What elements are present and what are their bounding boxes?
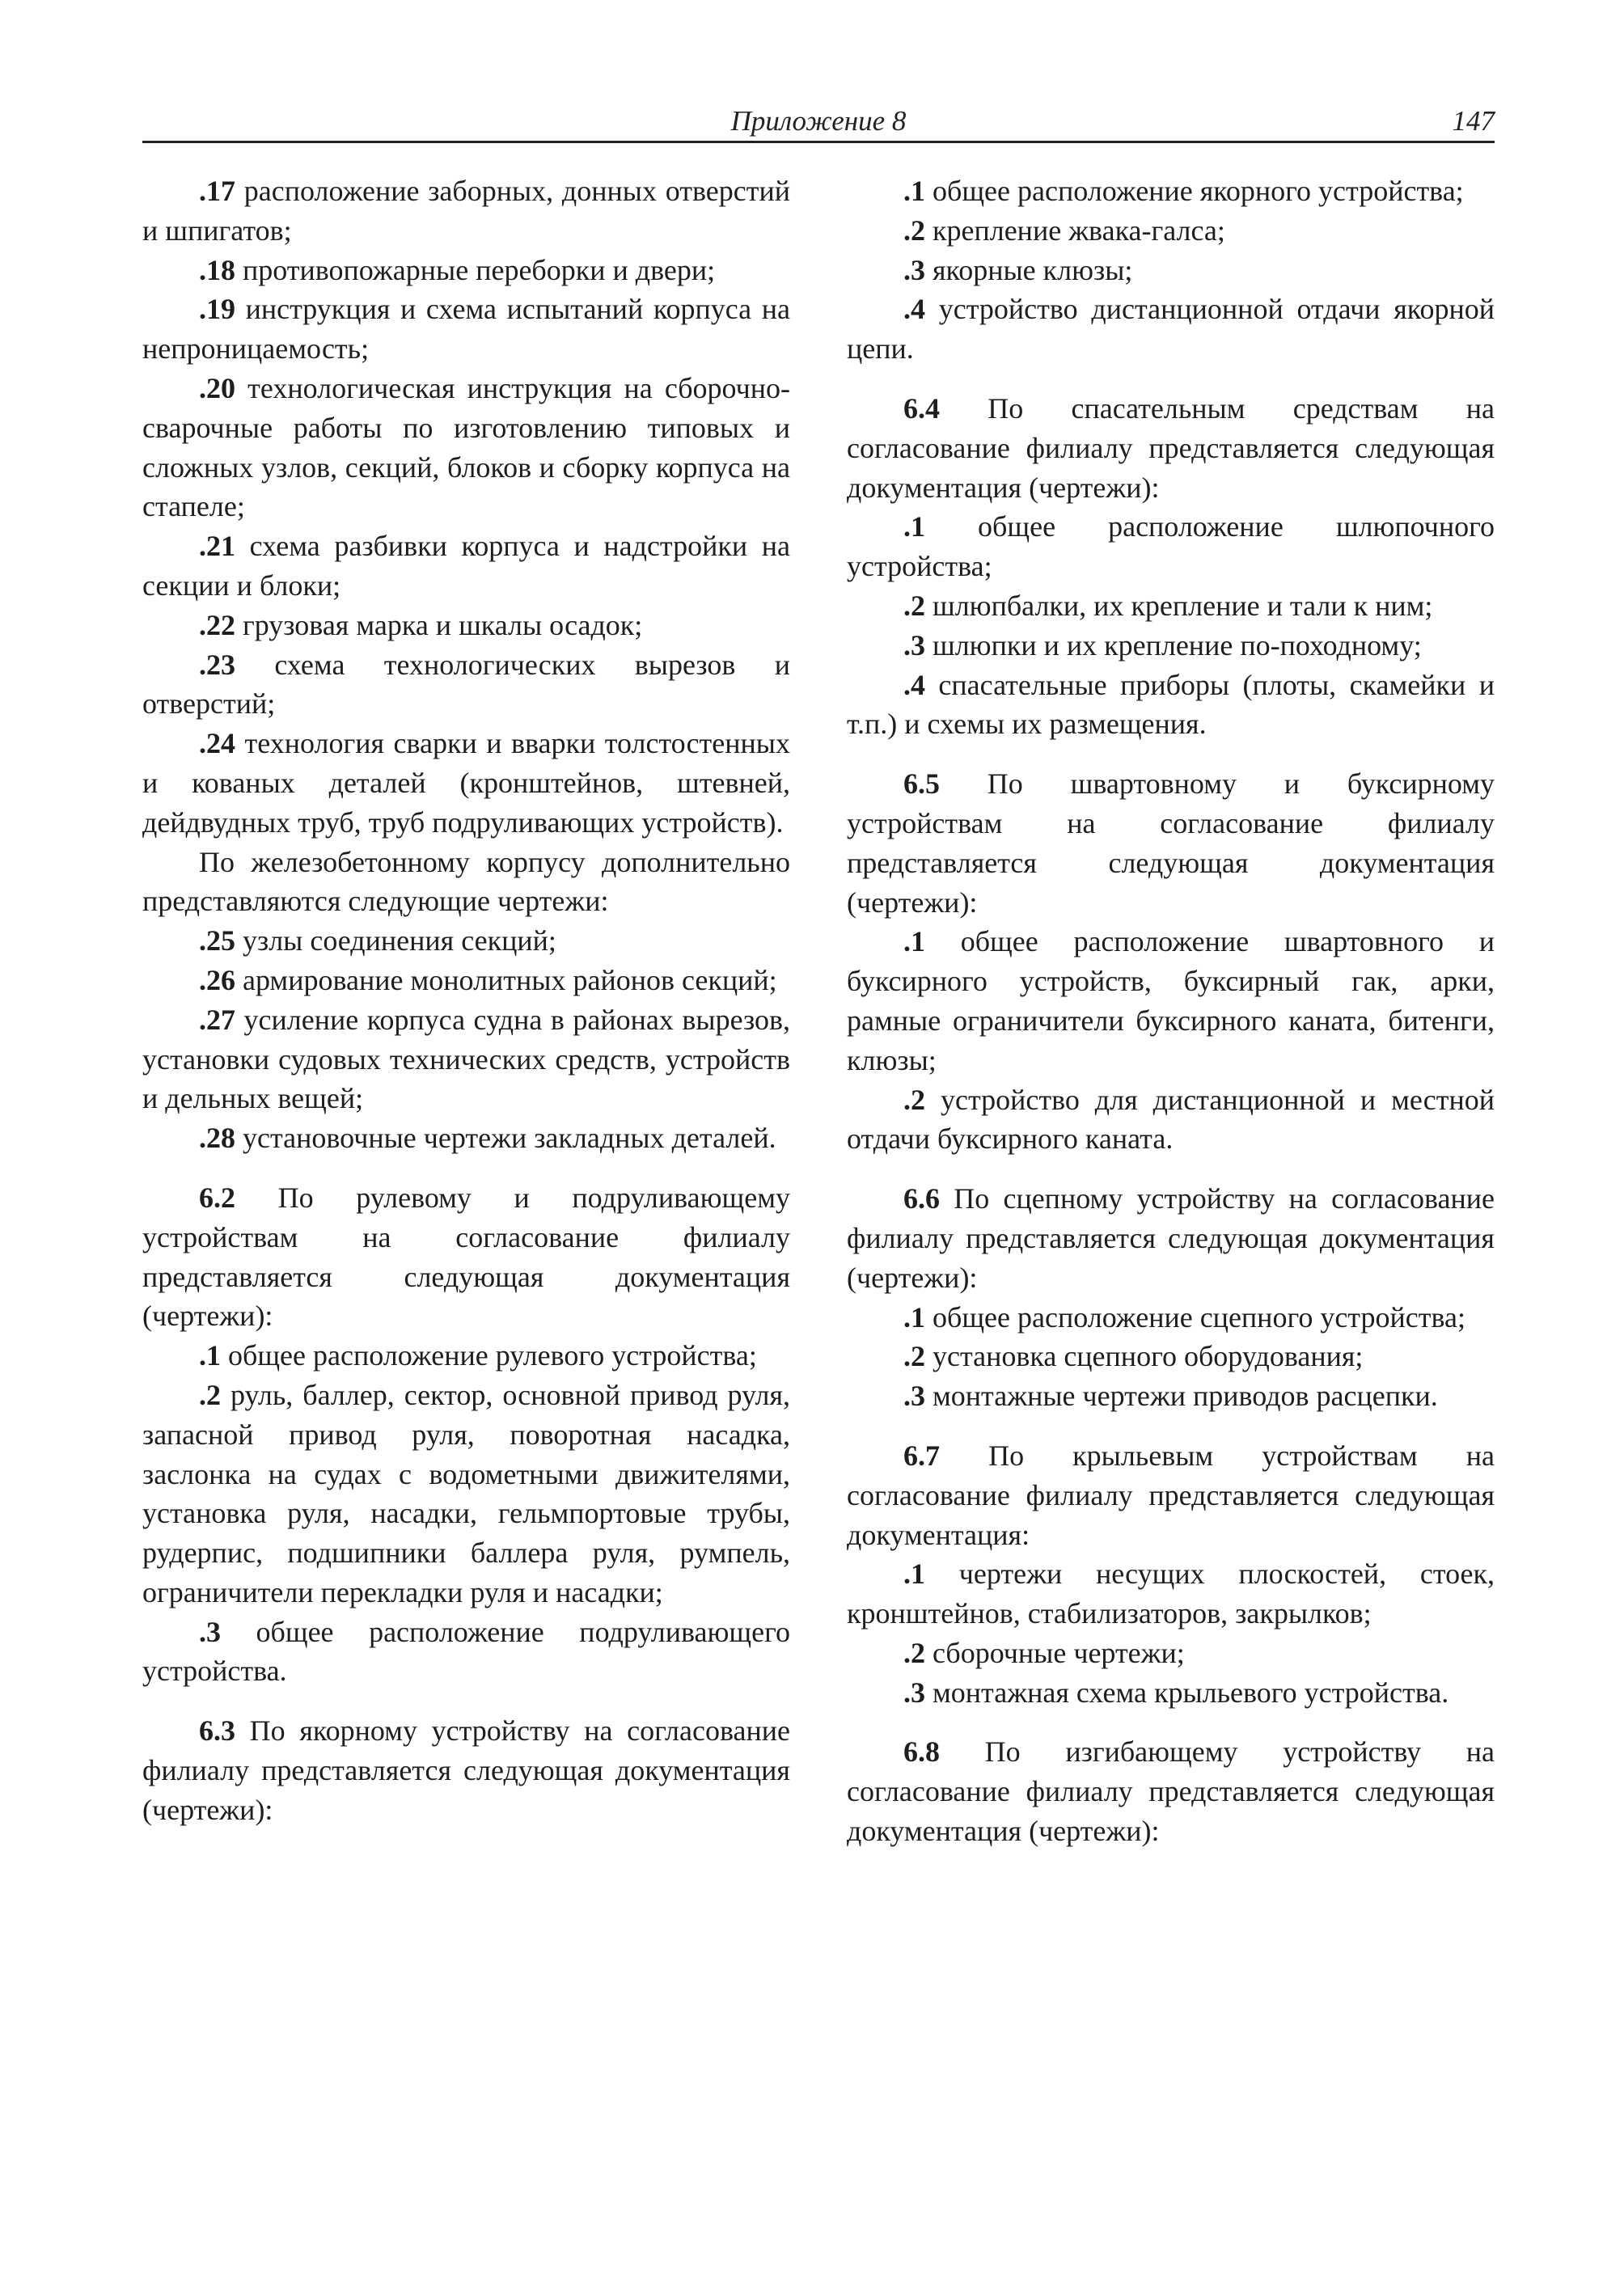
item-number: .1 [903, 925, 925, 958]
item-text: общее расположение рулевого устройства; [221, 1339, 757, 1372]
list-item [142, 171, 790, 251]
item-text: технология сварки и вварки толстостенных и кованых деталей (кронштейнов, штевней, дейдвудных труб, труб подруливающих устройств). [142, 727, 790, 839]
item-number: .20 [199, 371, 235, 404]
item-number: .25 [199, 924, 235, 957]
item-number: 6.2 [199, 1181, 235, 1214]
list-item [142, 1118, 790, 1158]
item-text: якорные клюзы; [925, 253, 1133, 286]
item-number: .23 [199, 648, 235, 681]
list-item [847, 1634, 1495, 1673]
item-number: .3 [199, 1615, 221, 1648]
item-text: сборочные чертежи; [925, 1636, 1185, 1669]
item-text: устройство для дистанционной и местной отдачи буксирного каната. [847, 1083, 1495, 1156]
item-text: По железобетонному корпусу дополнительно представляются следующие чертежи: [142, 845, 790, 918]
list-item [142, 921, 790, 961]
item-number: .21 [199, 530, 235, 563]
item-number: .1 [903, 510, 925, 543]
item-number: .24 [199, 727, 235, 760]
item-text: По якорному устройству на согласование филиалу представляется следующая документация (чертежи): [142, 1714, 790, 1826]
item-text: По спасательным средствам на согласование филиалу представляется следующая документация (чертежи): [847, 391, 1495, 504]
body-paragraph [142, 843, 790, 922]
item-text: По рулевому и подруливающему устройствам на согласование филиалу представляется следующая документация (чертежи): [142, 1181, 790, 1333]
item-text: общее расположение сцепного устройства; [925, 1300, 1465, 1334]
item-number: .1 [903, 175, 925, 207]
item-number: .3 [903, 1676, 925, 1709]
list-item [142, 961, 790, 1000]
item-number: .22 [199, 608, 235, 641]
list-item [847, 586, 1495, 626]
section-paragraph [142, 1711, 790, 1829]
item-text: шлюпки и их крепление по-походному; [925, 628, 1422, 662]
item-text: установка сцепного оборудования; [925, 1340, 1364, 1373]
list-item [142, 724, 790, 842]
item-number: .1 [903, 1558, 925, 1591]
item-number: .1 [199, 1339, 221, 1372]
list-item [142, 251, 790, 290]
item-number: .19 [199, 293, 235, 326]
item-number: .28 [199, 1122, 235, 1155]
item-number: 6.8 [903, 1735, 940, 1769]
item-number: .2 [903, 1636, 925, 1669]
item-text: усиление корпуса судна в районах вырезов, установки судовых технических средств, устройств и дельных вещей; [142, 1003, 790, 1115]
item-text: чертежи несущих плоскостей, стоек, кронштейнов, стабилизаторов, закрылков; [847, 1558, 1495, 1630]
item-number: .2 [903, 1083, 925, 1116]
item-text: инструкция и схема испытаний корпуса на непроницаемость; [142, 293, 790, 366]
item-text: общее расположение швартовного и буксирного устройств, буксирный гак, арки, рамные ограничители буксирного каната, битенги, клюзы; [847, 925, 1495, 1076]
item-number: 6.5 [903, 767, 940, 801]
list-item [847, 1298, 1495, 1338]
item-number: .26 [199, 963, 235, 996]
item-text: По сцепному устройству на согласование филиалу представляется следующая документация (чертежи): [847, 1182, 1495, 1294]
item-text: армирование монолитных районов секций; [235, 963, 777, 996]
item-number: .27 [199, 1003, 235, 1036]
page-number: 147 [1452, 105, 1495, 137]
list-item [847, 507, 1495, 586]
item-number: .2 [903, 589, 925, 622]
list-item [847, 1337, 1495, 1376]
item-number: 6.6 [903, 1182, 940, 1215]
running-header [142, 104, 1495, 143]
item-text: общее расположение якорного устройства; [925, 175, 1464, 207]
list-item [142, 1613, 790, 1692]
list-item [847, 211, 1495, 251]
list-item [142, 606, 790, 645]
item-text: технологическая инструкция на сборочно-сварочные работы по изготовлению типовых и сложных узлов, секций, блоков и сборку корпуса на стапеле; [142, 371, 790, 523]
header-title: Приложение 8 [730, 105, 907, 137]
section-paragraph [847, 764, 1495, 922]
section-paragraph [847, 1436, 1495, 1554]
item-text: По изгибающему устройству на согласование филиалу представляется следующая документация (чертежи): [847, 1735, 1495, 1848]
section-paragraph [847, 389, 1495, 507]
item-number: .3 [903, 1380, 925, 1413]
item-text: монтажные чертежи приводов расцепки. [925, 1380, 1438, 1413]
item-text: общее расположение шлюпочного устройства; [847, 510, 1495, 583]
item-number: .2 [903, 213, 925, 247]
item-text: По крыльевым устройствам на согласование филиалу представляется следующая документация: [847, 1439, 1495, 1551]
list-item [847, 251, 1495, 290]
item-number: .2 [199, 1378, 221, 1411]
item-text: шлюпбалки, их крепление и тали к ним; [925, 589, 1433, 622]
list-item [847, 1376, 1495, 1416]
left-column [142, 171, 790, 1830]
item-text: спасательные приборы (плоты, скамейки и т.п.) и схемы их размещения. [847, 668, 1495, 741]
item-number: .17 [199, 175, 235, 207]
item-number: .3 [903, 628, 925, 662]
list-item [847, 290, 1495, 369]
list-item [847, 1673, 1495, 1713]
item-text: узлы соединения секций; [235, 924, 556, 957]
item-text: По швартовному и буксирному устройствам на согласование филиалу представляется следующая документация (чертежи): [847, 767, 1495, 919]
item-text: монтажная схема крыльевого устройства. [925, 1676, 1449, 1709]
list-item [847, 666, 1495, 745]
list-item [142, 645, 790, 725]
list-item [142, 290, 790, 369]
item-text: грузовая марка и шкалы осадок; [235, 608, 643, 641]
list-item [847, 922, 1495, 1080]
list-item [142, 526, 790, 606]
list-item [142, 1336, 790, 1376]
list-item [847, 171, 1495, 211]
item-text: схема разбивки корпуса и надстройки на секции и блоки; [142, 530, 790, 602]
list-item [142, 1376, 790, 1613]
section-paragraph [847, 1732, 1495, 1850]
item-number: .3 [903, 253, 925, 286]
list-item [142, 369, 790, 526]
item-text: противопожарные переборки и двери; [235, 253, 716, 286]
list-item [847, 1080, 1495, 1160]
list-item [142, 1000, 790, 1118]
list-item [847, 626, 1495, 666]
item-number: 6.4 [903, 391, 940, 425]
item-text: устройство дистанционной отдачи якорной цепи. [847, 293, 1495, 366]
item-number: .4 [903, 668, 925, 701]
section-paragraph [142, 1178, 790, 1336]
item-text: руль, баллер, сектор, основной привод руля, запасной привод руля, поворотная насадка, заслонка на судах с водометными движителями, установка руля, насадки, гельмпортовые трубы, рудерпис, подшипники баллера руля, румпель, ограничители перекладки руля и насадки; [142, 1378, 790, 1608]
item-text: крепление жвака-галса; [925, 213, 1225, 247]
item-number: 6.3 [199, 1714, 235, 1748]
item-text: установочные чертежи закладных деталей. [235, 1122, 776, 1155]
item-number: .2 [903, 1340, 925, 1373]
item-number: .1 [903, 1300, 925, 1334]
item-text: общее расположение подруливающего устройства. [142, 1615, 790, 1688]
item-number: .4 [903, 293, 925, 326]
section-paragraph [847, 1179, 1495, 1297]
right-column [847, 171, 1495, 1851]
item-number: .18 [199, 253, 235, 286]
item-text: расположение заборных, донных отверстий и шпигатов; [142, 175, 790, 247]
item-text: схема технологических вырезов и отверстий; [142, 648, 790, 721]
list-item [847, 1554, 1495, 1634]
item-number: 6.7 [903, 1439, 940, 1472]
